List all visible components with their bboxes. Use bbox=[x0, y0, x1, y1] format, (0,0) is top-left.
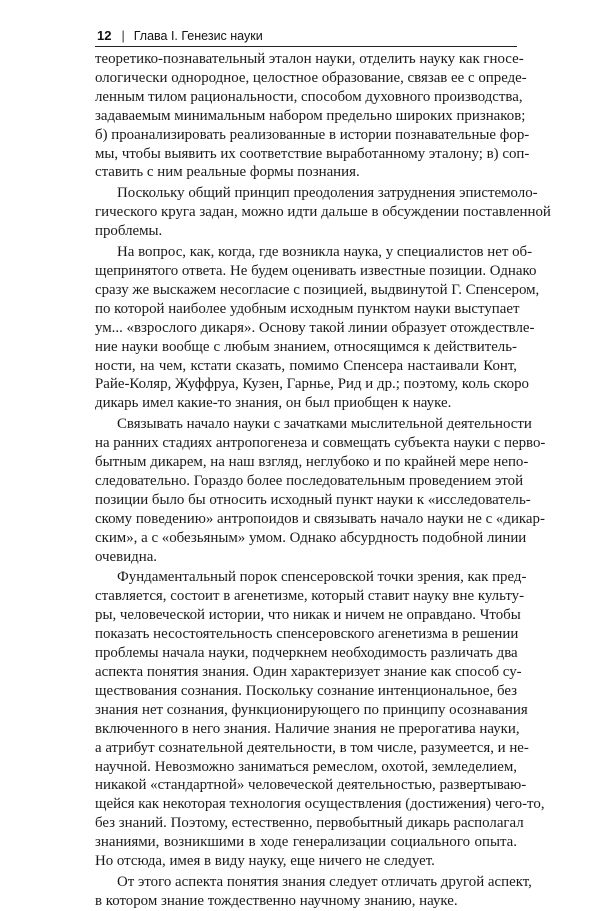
text-line: От этого аспекта понятия знания следует отличать другой аспект, bbox=[117, 873, 532, 890]
text-line: б) проанализировать реализованные в истории познавательные фор- bbox=[95, 126, 530, 143]
text-line: Райе-Коляр, Жуффруа, Кузен, Гарнье, Рид и др.; поэтому, коль скоро bbox=[95, 376, 529, 393]
text-line: на ранних стадиях антропогенеза и совмещать субъекта науки с перво- bbox=[95, 435, 546, 452]
paragraph bbox=[95, 568, 545, 871]
text-line: бытным дикарем, на наш взгляд, неглубоко и по крайней мере непо- bbox=[95, 454, 529, 471]
text-line: в котором знание тождественно научному знанию, науке. bbox=[95, 892, 458, 909]
text-line: ние науки вообще с любым знанием, относящимся к действитель- bbox=[95, 338, 517, 355]
text-line: без знаний. Поэтому, естественно, первобытный дикарь располагал bbox=[95, 815, 524, 832]
text-line: включенного в него знания. Наличие знания не прерогатива науки, bbox=[95, 720, 520, 737]
text-line: Поскольку общий принцип преодоления затруднения эпистемоло- bbox=[117, 185, 538, 202]
text-line: Но отсюда, имея в виду науку, еще ничего не следует. bbox=[95, 853, 435, 870]
body-text bbox=[95, 50, 551, 911]
text-line: мы, чтобы выявить их соответствие выработанному эталону; в) соп- bbox=[95, 145, 530, 162]
text-line: ум... «взрослого дикаря». Основу такой линии образует отождествле- bbox=[95, 319, 535, 336]
text-line: аспекта понятия знания. Один характеризует знание как способ су- bbox=[95, 664, 522, 680]
text-line: ставляется, состоит в агенетизме, который ставит науку вне культу- bbox=[95, 588, 525, 605]
text-line: никакой «стандартной» человеческой деятельностью, развертываю- bbox=[95, 777, 527, 794]
text-line: ологически однородное, целостное образование, связав ее с опреде- bbox=[95, 69, 527, 86]
text-line: Связывать начало науки с зачатками мыслительной деятельности bbox=[117, 416, 532, 433]
text-line: ности, на чем, кстати сказать, помимо Спенсера настаивали Конт, bbox=[95, 357, 517, 374]
text-line: Фундаментальный порок спенсеровской точки зрения, как пред- bbox=[117, 569, 527, 586]
text-line: по которой наиболее удобным исходным пунктом науки выступает bbox=[95, 300, 520, 317]
text-line: ществования сознания. Поскольку сознание интенциональное, без bbox=[95, 682, 517, 699]
paragraph bbox=[95, 50, 530, 182]
running-head bbox=[97, 28, 517, 43]
text-line: а атрибут сознательной деятельности, в том числе, разумеется, и не- bbox=[95, 739, 529, 756]
header-separator: | bbox=[121, 28, 125, 43]
text-line: ры, человеческой истории, что никак и ничем не оправдано. Чтобы bbox=[95, 607, 521, 624]
text-line: знаниями, возникшими в ходе генерализации социального опыта. bbox=[95, 834, 517, 851]
text-line: скому поведению» антропоидов и связывать начало науки не с «дикар- bbox=[95, 510, 545, 527]
text-line: задаваемым минимальным набором предельно широких признаков; bbox=[95, 107, 526, 124]
text-line: научной. Невозможно заниматься ремеслом, охотой, земледелием, bbox=[95, 758, 517, 775]
text-line: очевидна. bbox=[95, 548, 158, 565]
page-number: 12 bbox=[97, 28, 112, 43]
paragraph bbox=[95, 243, 540, 413]
text-line: позиции было бы относить исходный пункт науки к «исследователь- bbox=[95, 491, 531, 508]
text-line: дикарь имел какие-то знания, он был приобщен к науке. bbox=[95, 395, 452, 412]
text-line: теоретико-познавательный эталон науки, отделить науку как гносе- bbox=[95, 51, 524, 67]
text-line: гического круга задан, можно идти дальше в обсуждении поставленной bbox=[95, 204, 551, 221]
chapter-title: Глава I. Генезис науки bbox=[133, 28, 263, 43]
text-line: щейся как некоторая технология осуществления (достижения) чего-то, bbox=[95, 796, 545, 813]
header-rule bbox=[95, 46, 517, 47]
text-line: проблемы. bbox=[95, 223, 163, 240]
text-line: На вопрос, как, когда, где возникла наука, у специалистов нет об- bbox=[117, 244, 533, 261]
text-line: ленным тилом рациональности, способом духовного производства, bbox=[95, 88, 523, 105]
text-line: показать несостоятельность спенсеровского агенетизма в решении bbox=[95, 626, 519, 643]
text-line: проблемы начала науки, подчеркнем необходимость различать два bbox=[95, 645, 518, 662]
text-line: знания нет сознания, функционирующего по принципу осознавания bbox=[95, 701, 528, 718]
paragraph bbox=[95, 873, 532, 911]
text-line: щепринятого ответа. Не будем оценивать известные позиции. Однако bbox=[95, 262, 537, 279]
text-line: ским», а с «обезьяным» умом. Однако абсурдность подобной линии bbox=[95, 529, 527, 546]
text-line: сразу же выскажем несогласие с позицией, выдвинутой Г. Спенсером, bbox=[95, 281, 540, 298]
text-line: ставить с ним реальные формы познания. bbox=[95, 164, 360, 181]
text-line: следовательно. Гораздо более последовательным проведением этой bbox=[95, 472, 524, 489]
paragraph bbox=[95, 184, 551, 241]
paragraph bbox=[95, 415, 546, 566]
